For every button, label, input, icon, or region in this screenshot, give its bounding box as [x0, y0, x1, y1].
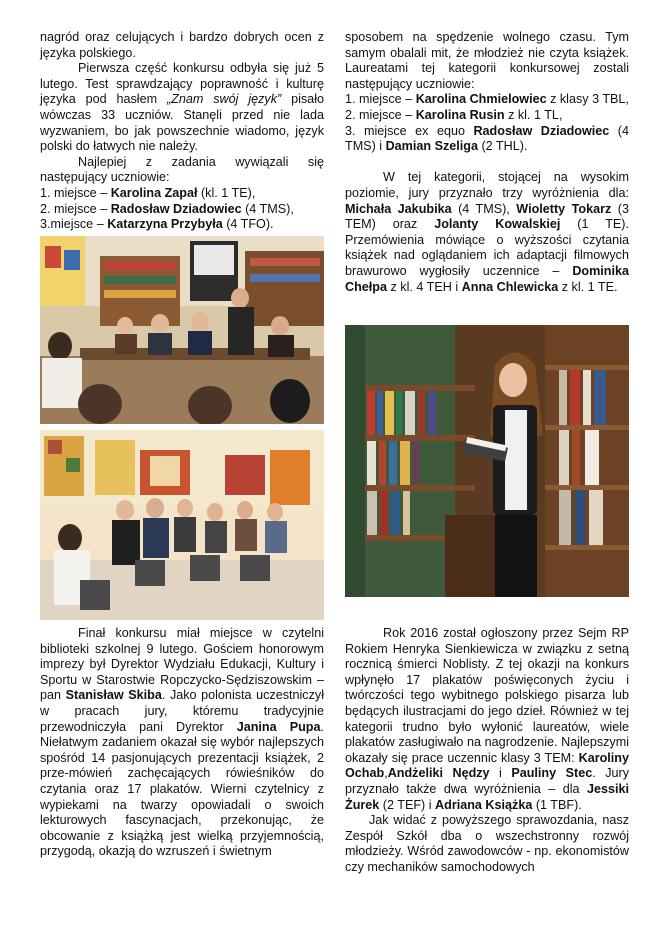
right-column-top	[345, 30, 629, 295]
paragraph: W tej kategorii, stojącej na wysokim poziomie, jury przyznało trzy wyróżnienia dla: Michała Jakubika (4 TMS), Wioletty Tokarz (3 TEM) oraz Jolanty Kowalskiej (1 TE). Przemówienia mówiące o wyższości czytania książek nad oglądaniem ich adaptacji filmowych brawurowo wygłosiły uczennice – Dominika Chełpa z kl. 4 TEH i Anna Chlewicka z kl. 1 TE.	[345, 170, 629, 294]
paragraph: Jak widać z powyższego sprawozdania, nasz Zespół Szkół dba o wszechstronny rozwój młodzieży. Wśród zawodowców - np. ekonomistów czy mechaników samochodowych	[345, 813, 629, 874]
right-column-bottom	[345, 626, 629, 876]
paragraph: Najlepiej z zadania wywiązali się następujący uczniowie:	[40, 154, 324, 185]
winner-line: 2. miejsce – Karolina Rusin z kl. 1 TL,	[345, 107, 563, 122]
photo-student-speech	[345, 325, 629, 597]
paragraph: nagród oraz celujących i bardzo dobrych ocen z języka polskiego.	[40, 30, 324, 60]
photo-jury-table	[40, 236, 324, 424]
paragraph: Rok 2016 został ogłoszony przez Sejm RP Rokiem Henryka Sienkiewicza w związku z setną rocznicą śmierci Noblisty. Z tej okazji na konkurs wpłynęło 17 plakatów poświęconych życiu i twórczości tego wybitnego polskiego pisarza lub będących ilustracjami do jego dzieł. Również w tej kategorii trudno było wyłonić laureatów, wiele plakatów zasługiwało na nagrodzenie. Najlepszymi okazały się prace uczennic klasy 3 TEM: Karoliny Ochab,Andżeliki Nędzy i Pauliny Stec. Jury przyznało także dwa wyróżnienia – dla Jessiki Żurek (2 TEF) i Adriana Książka (1 TBF).	[345, 626, 629, 812]
left-column-top	[40, 30, 324, 233]
paragraph: Finał konkursu miał miejsce w czytelni biblioteki szkolnej 9 lutego. Gościem honorowym imprezy był Dyrektor Wydziału Edukacji, Kultury i Sportu w Starostwie Ropczycko-Sędziszowskim – pan Stanisław Skiba. Jako polonista uczestniczył w pracach jury, któremu tradycyjnie przewodniczyła pani Dyrektor Janina Pupa. Niełatwym zadaniem okazał się wybór najlepszych spośród 14 pasjonujących prezentacji książek, 2 prze-mówień zachęcających rówieśników do czytania oraz 17 plakatów. Wierni czytelnicy z wypiekami na twarzy opowiadali o swoich lekturowych fascynacjach, przekonując, że obcowanie z książką jest wielką przyjemnością, przygodą, okazją do wzruszeń i świetnym	[40, 626, 324, 859]
winner-line: 3.miejsce – Katarzyna Przybyła (4 TFO).	[40, 217, 274, 232]
quoted-title: „Znam swój język”	[166, 92, 282, 107]
left-column-bottom	[40, 626, 324, 860]
paragraph: sposobem na spędzenie wolnego czasu. Tym samym obalali mit, że młodzież nie czyta książek. Laureatami tej kategorii konkursowej zostali następujący uczniowie:	[345, 30, 629, 91]
paragraph: Pierwsza część konkursu odbyła się już 5 lutego. Test sprawdzający poprawność i kulturę języka pod hasłem „Znam swój język” pisało wówczas 33 uczniów. Stanęli przed nie lada wyzwaniem, bo jak powszechnie wiadomo, język polski do łatwych nie należy.	[40, 61, 324, 154]
winner-line: 2. miejsce – Radosław Dziadowiec (4 TMS),	[40, 201, 294, 216]
winner-line: 1. miejsce – Karolina Zapał (kl. 1 TE),	[40, 185, 256, 200]
winner-line: 3. miejsce ex equo Radosław Dziadowiec (4 TMS) i Damian Szeliga (2 THL).	[345, 123, 629, 154]
winner-line: 1. miejsce – Karolina Chmielowiec z klasy 3 TBL,	[345, 92, 629, 107]
photo-audience	[40, 430, 324, 620]
